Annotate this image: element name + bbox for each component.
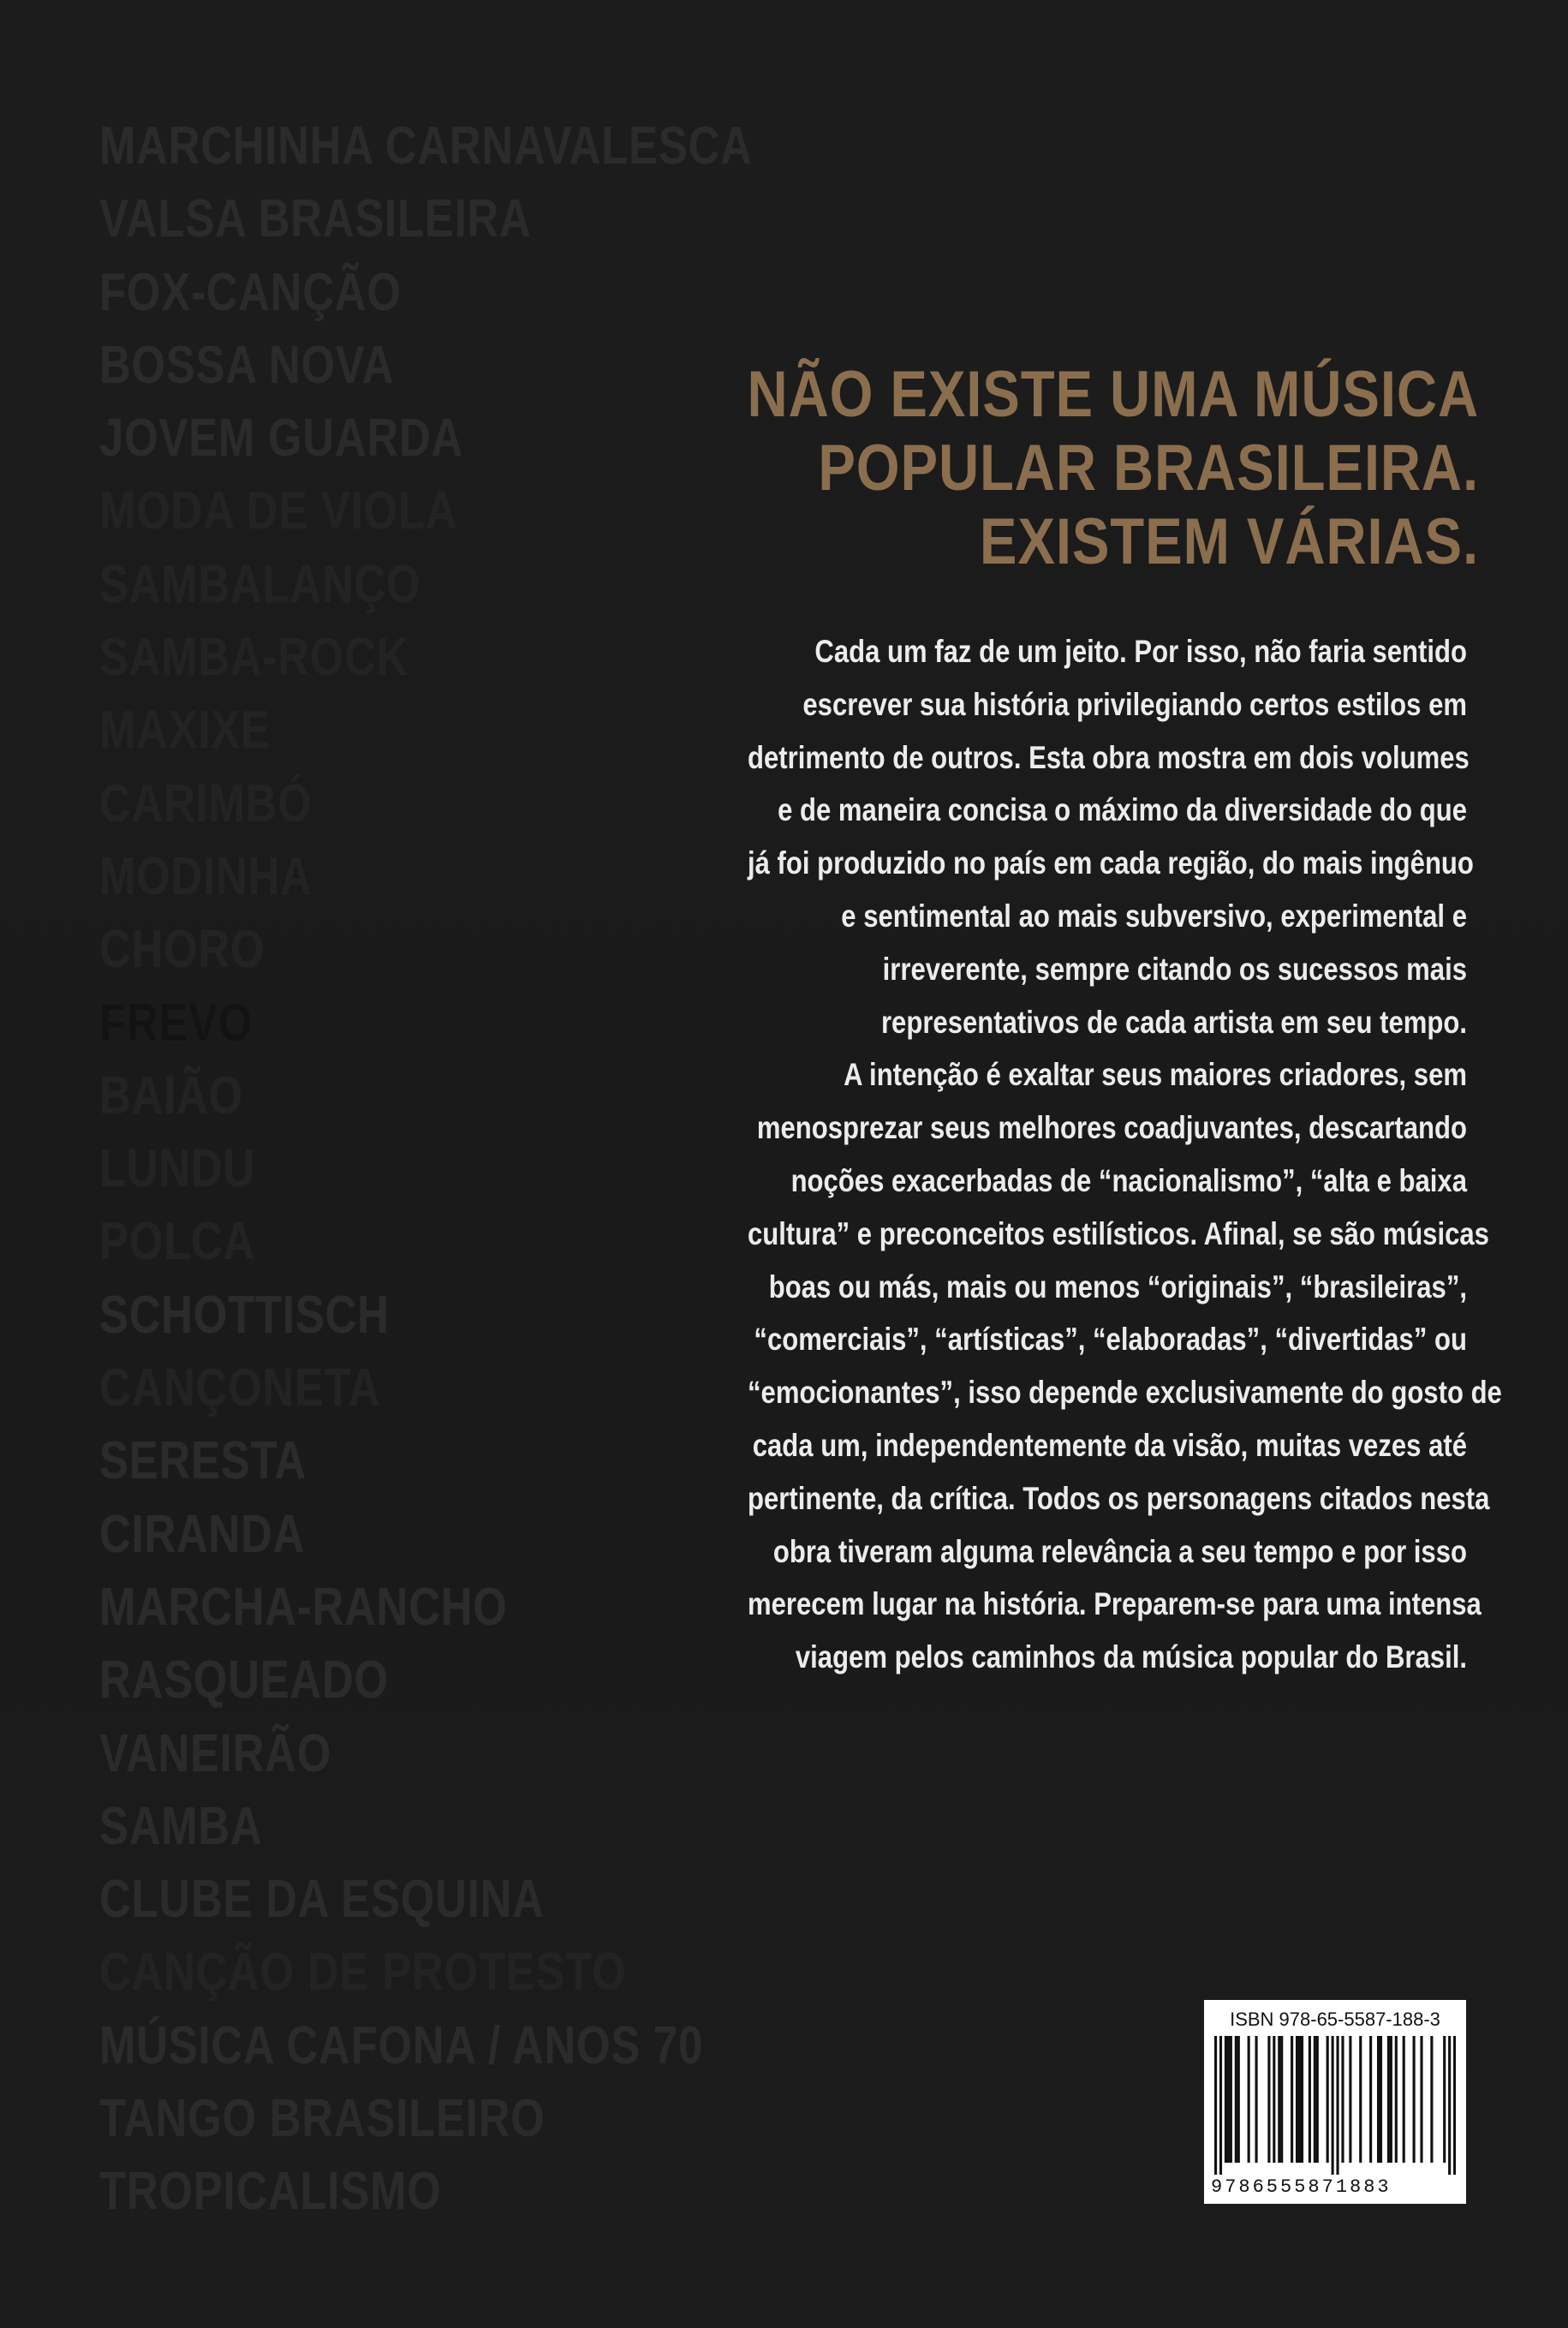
genre-item: POLCA [99,1212,256,1272]
synopsis-line: Cada um faz de um jeito. Por isso, não faria sentido [814,634,1467,669]
genre-item: LUNDU [99,1139,256,1199]
genre-item: CHORO [99,920,265,980]
barcode-bar [1230,2036,1232,2163]
synopsis-line: A intenção é exaltar seus maiores criadores, sem [844,1057,1467,1093]
synopsis-line: representativos de cada artista em seu tempo. [880,1004,1467,1040]
genre-item: SCHOTTISCH [99,1285,390,1345]
barcode-bar [1227,2036,1230,2163]
barcode-bar [1453,2036,1456,2175]
synopsis-line: pertinente, da crítica. Todos os personagens citados nesta [748,1480,1490,1516]
barcode-bar [1336,2036,1338,2175]
synopsis-line: noções exacerbadas de “nacionalismo”, “alta e baixa [790,1162,1467,1198]
barcode-bar [1219,2036,1222,2175]
barcode-bar [1377,2036,1380,2163]
barcode-bar [1448,2036,1451,2175]
barcode-bar [1359,2036,1362,2163]
genre-item: BOSSA NOVA [99,335,395,395]
barcode-bar [1443,2036,1446,2163]
barcode-bar [1301,2036,1303,2163]
synopsis-line: escrever sua história privilegiando certos estilos em [802,686,1467,722]
barcode-bar [1387,2036,1390,2163]
barcode-bar [1316,2036,1319,2163]
barcode-bar [1341,2036,1344,2163]
barcode-bar [1430,2036,1433,2163]
barcode-bar [1395,2036,1398,2163]
synopsis-line: cada um, independentemente da visão, muitas vezes até [752,1427,1467,1463]
genre-item: SAMBA-ROCK [99,628,409,688]
headline [623,358,1479,579]
genre-item: JOVEM GUARDA [99,409,464,469]
barcode-bar [1237,2036,1240,2163]
genre-item: MÚSICA CAFONA / ANOS 70 [99,2015,704,2075]
genre-item: MODINHA [99,846,313,906]
barcode-bars [1214,2036,1456,2175]
genre-item: FOX-CANÇÃO [99,262,402,322]
barcode-bar [1349,2036,1351,2163]
genre-item: MAXIXE [99,701,271,761]
barcode-bar [1267,2036,1270,2163]
barcode-bar [1298,2036,1301,2163]
genre-item: RASQUEADO [99,1650,389,1710]
genre-item: BAIÃO [99,1066,243,1125]
synopsis-line: “comerciais”, “artísticas”, “elaboradas”, “divertidas” ou [754,1322,1467,1358]
genre-item: VANEIRÃO [99,1723,332,1783]
barcode-bar [1314,2036,1316,2163]
barcode-digits: 9786555871883 [1211,2176,1392,2198]
synopsis-line: obra tiveram alguma relevância a seu tempo e por isso [772,1533,1467,1569]
isbn-label: ISBN 978-65-5587-188-3 [1230,2009,1440,2030]
barcode-bar [1403,2036,1405,2163]
genre-item: MARCHA-RANCHO [99,1577,508,1637]
barcode-bar [1248,2036,1250,2163]
synopsis [611,625,1502,1684]
genre-item: SERESTA [99,1431,307,1491]
genre-item: FREVO [99,993,253,1053]
barcode-bar [1278,2036,1280,2163]
barcode-bar [1235,2036,1237,2163]
synopsis-line: merecem lugar na história. Preparem-se para uma intensa [748,1586,1482,1622]
genre-item: TROPICALISMO [99,2162,442,2222]
headline-line: NÃO EXISTE UMA MÚSICA [747,358,1479,431]
barcode-bar [1380,2036,1382,2163]
barcode-bar [1413,2036,1416,2163]
barcode-bar [1296,2036,1298,2163]
genre-item: CANÇONETA [99,1358,381,1418]
barcode-bar [1390,2036,1392,2163]
genre-item: SAMBA [99,1796,263,1856]
synopsis-line: e de maneira concisa o máximo da diversidade do que [778,792,1467,828]
synopsis-line: cultura” e preconceitos estilísticos. Afinal, se são músicas [748,1215,1489,1251]
genre-item: MARCHINHA CARNAVALESCA [99,116,753,176]
synopsis-line: irreverente, sempre citando os sucessos mais [882,951,1467,987]
barcode-bar [1214,2036,1217,2175]
barcode-bar [1280,2036,1283,2163]
genre-item: CANÇÃO DE PROTESTO [99,1943,627,2003]
barcode-bar [1309,2036,1311,2163]
genre-item: CIRANDA [99,1504,306,1564]
synopsis-line: “emocionantes”, isso depende exclusivamente do gosto de [748,1375,1502,1411]
barcode-bar [1255,2036,1257,2163]
synopsis-line: boas ou más, mais ou menos “originais”, “brasileiras”, [768,1268,1467,1304]
synopsis-line: viagem pelos caminhos da música popular do Brasil. [795,1639,1467,1675]
synopsis-line: e sentimental ao mais subversivo, experimental e [841,898,1467,934]
isbn-barcode [1204,2000,1466,2204]
barcode-bar [1291,2036,1293,2163]
genre-item: SAMBALANÇO [99,554,421,614]
synopsis-line: já foi produzido no país em cada região, do mais ingênuo [748,845,1474,881]
synopsis-line: detrimento de outros. Esta obra mostra em dois volumes [748,739,1470,775]
genre-item: TANGO BRASILEIRO [99,2089,546,2149]
genre-item: MODA DE VIOLA [99,481,458,541]
synopsis-line: menosprezar seus melhores coadjuvantes, descartando [756,1110,1467,1146]
genre-item: CLUBE DA ESQUINA [99,1870,545,1930]
barcode-bar [1369,2036,1372,2163]
barcode-bar [1420,2036,1422,2163]
genre-item: CARIMBÓ [99,773,313,833]
headline-line: EXISTEM VÁRIAS. [979,505,1479,578]
barcode-bar [1225,2036,1227,2163]
genre-item: VALSA BRASILEIRA [99,189,532,249]
barcode-bar [1273,2036,1275,2163]
barcode-bar [1327,2036,1329,2163]
barcode-bar [1332,2036,1334,2175]
headline-line: POPULAR BRASILEIRA. [818,432,1479,504]
